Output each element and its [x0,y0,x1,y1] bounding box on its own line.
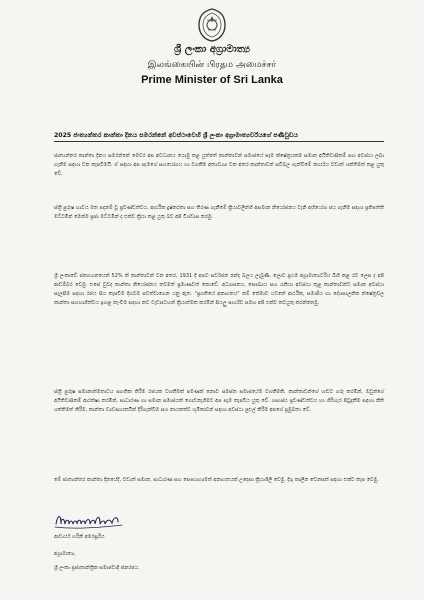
letter-subject: 2025 ජාත්‍යන්තර කාන්තා දිනය සමරන්නේ අවස්ථාවෙහි ශ්‍රී ලංකා අග්‍රාමාත්‍යවරියගේ පණිවුඩය [54,132,384,142]
letterhead-sinhala-title: ශ්‍රී ලංකා අග්‍රාමාත්‍ය [174,44,250,55]
letterhead-tamil-title: இலங்கையின் பிரதம அமைச்சர் [147,60,277,70]
body-paragraph-1: ජාත්‍යන්තර කාන්තා දිනය සමරන්නේ මෙවර අප අවධානය යොමු කළ යුත්තේ කාන්තාවන් සමාජයේ සෑම ක්ෂේත්‍රයකම සමාන අයිතිවාසිකම් සහ අවස්ථා ලබා ගැනීම සඳහා වන කැපවීමයි. ඒ සඳහා අප සැමගේ සහයෝගය හා වගකීම අත්‍යවශ්‍ය වන අතර කාන්තාවන් සවිබල ගැන්වීමේ කාර්යය වඩාත් ශක්තිමත් කළ යුතු වේ. [54,153,384,177]
signatory-office: ශ්‍රී ලංකා ප්‍රජාතාන්ත්‍රික සමාජවාදී ජනරජය. [54,565,140,571]
body-paragraph-3: ශ්‍රී ලංකාවේ ජනගහනයෙන් 52% ක් කාන්තාවන් වන අතර, 1931 දී අපට සර්වජන ඡන්ද බලය ලැබුණි. ලොව ප්‍රථම අග්‍රාමාත්‍යවරිය බිහි කළ රට ලෙස ද අපි ආඩම්බර වෙමු. එසේ වුවද කාන්තා නියෝජනය තවමත් ප්‍රමාණවත් නොවේ. අධ්‍යාපනය, සෞඛ්‍යය සහ රැකියා අවස්ථා තුළ කාන්තාවන්ට සමාන අවස්ථා සැලසීම සඳහා රජය සිය කැපවීම දිගටම පවත්වාගෙන යනු ඇත. "ප්‍රගතියේ අනාගතය" නම් තේමාව යටතේ ආර්ථික, සමාජීය හා දේශපාලනික ක්ෂේත්‍රවල කාන්තා සහභාගීත්වය ඉහළ නැංවීම සඳහා නව වැඩසටහන් ක්‍රියාත්මක කරමින් සියලු පාර්ශ්ව සමඟ අපි එක්ව කටයුතු කරන්නෙමු. [54,273,384,306]
body-paragraph-2: ස්ත්‍රී පුරුෂ භාවය මත පදනම් වූ ප්‍රචණ්ඩත්වය, ආර්ථික දුෂ්කරතා සහ තීරණ ගැනීමේ ක්‍රියාවලීන්හි අසමාන නියෝජනය වැනි අභියෝග ජය ගැනීම සඳහා ප්‍රතිපත්ති මට්ටමින් මෙන්ම ප්‍රජා මට්ටමින් ද එක්ව ක්‍රියා කළ යුතු බව අපි විශ්වාස කරමු. [54,205,384,220]
handwritten-signature [52,510,126,532]
signatory-role: අග්‍රාමාත්‍ය, [54,551,76,557]
letterhead-english-title: Prime Minister of Sri Lanka [141,74,283,86]
body-paragraph-5: මේ ජාත්‍යන්තර කාන්තා දිනයේදී, වඩාත් සමාන, සාධාරණ සහ සෞභාග්‍යමත් අනාගතයක් උදෙසා ක්‍රියාශීලී වෙමු. දිගු කාලීන වෙනසක් සඳහා එක්ව කැප වෙමු. [54,477,379,483]
body-paragraph-4: ස්ත්‍රී පුරුෂ සමානාත්මතාවය සහතික කිරීම රජයක වගකීමක් පමණක් නොව සමස්ත සමාජයේම වගකීමකි. කාන්තාවන්ගේ හඬට ගරු කරමින්, ඔවුන්ගේ අයිතිවාසිකම් ආරක්ෂා කරමින්, සාධාරණ හා සමාන සමාජයක් ගොඩනැගීමට අප සැම කැපවිය යුතු වේ. ගෘහස්ථ ප්‍රචණ්ඩත්වය හා හිරිහැර පිටුදැකීම සඳහා නීති ශක්තිමත් කිරීම, කාන්තා ව්‍යවසායකයින් දිරිගැන්වීම සහ නායකත්ව භූමිකාවන් සඳහා අවස්ථා පුළුල් කිරීම අපගේ ප්‍රමුඛතා වේ. [54,389,384,413]
signatory-name: ආචාර්ය හරිනි අමරසූරිය [54,534,105,540]
state-emblem-icon [197,8,227,42]
